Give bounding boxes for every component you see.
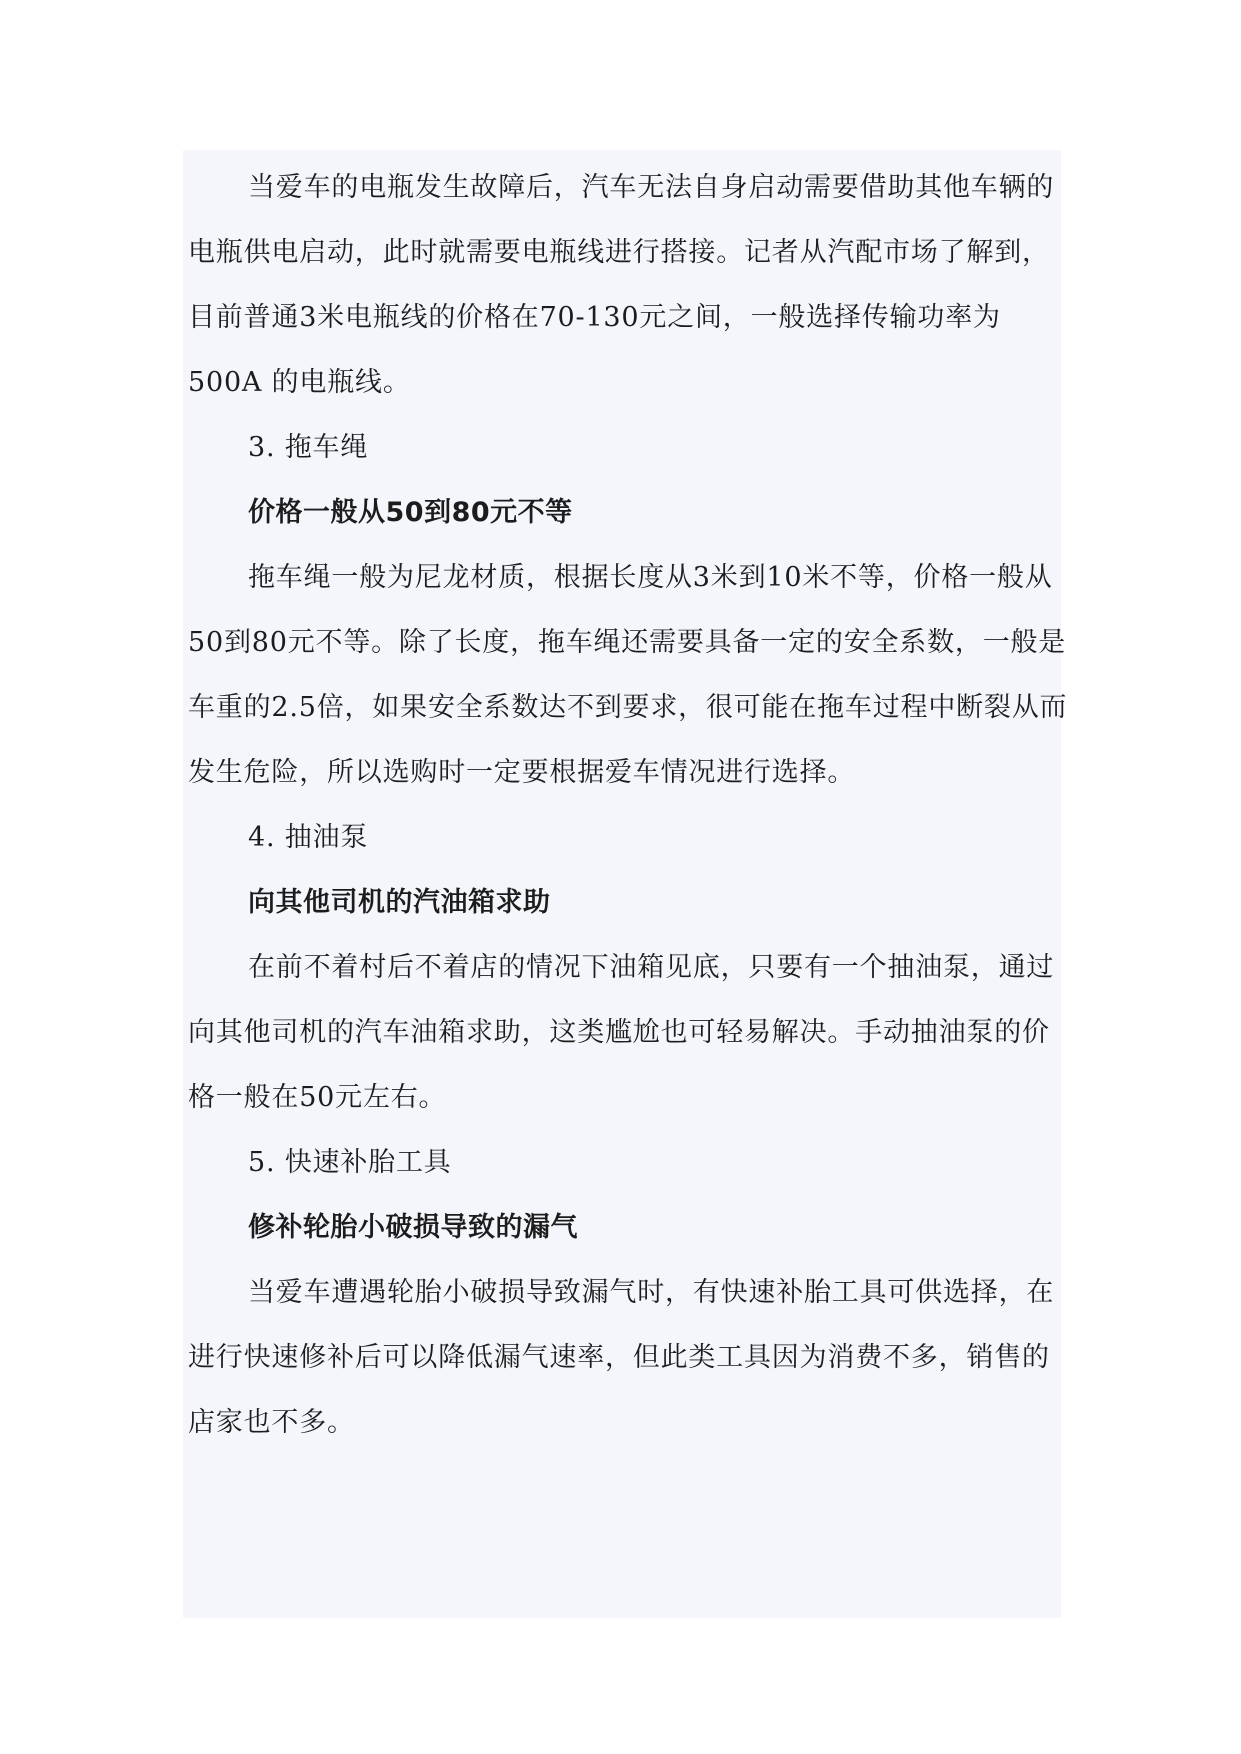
section-4-body: 在前不着村后不着店的情况下油箱见底，只要有一个抽油泵，通过向其他司机的汽车油箱求助，这类尴尬也可轻易解决。手动抽油泵的价格一般在50元左右。 bbox=[188, 952, 1055, 1113]
paragraph-battery-cable: 当爱车的电瓶发生故障后，汽车无法自身启动需要借助其他车辆的电瓶供电启动，此时就需要电瓶线进行搭接。记者从汽配市场了解到，目前普通3米电瓶线的价格在70-130元之间，一般选择传输功率为500A 的电瓶线。 bbox=[188, 172, 1055, 398]
section-3-title: 3. 拖车绳 bbox=[248, 432, 369, 463]
document-body bbox=[188, 155, 1068, 1455]
section-3-subtitle: 价格一般从50到80元不等 bbox=[248, 497, 573, 528]
section-3-body: 拖车绳一般为尼龙材质，根据长度从3米到10米不等，价格一般从50到80元不等。除了长度，拖车绳还需要具备一定的安全系数，一般是车重的2.5倍，如果安全系数达不到要求，很可能在拖车过程中断裂从而发生危险，所以选购时一定要根据爱车情况进行选择。 bbox=[188, 562, 1068, 788]
section-5-subtitle: 修补轮胎小破损导致的漏气 bbox=[248, 1212, 578, 1243]
section-5-title: 5. 快速补胎工具 bbox=[248, 1147, 452, 1178]
section-5-body: 当爱车遭遇轮胎小破损导致漏气时，有快速补胎工具可供选择，在进行快速修补后可以降低漏气速率，但此类工具因为消费不多，销售的店家也不多。 bbox=[188, 1277, 1055, 1438]
section-4-title: 4. 抽油泵 bbox=[248, 822, 369, 853]
section-4-subtitle: 向其他司机的汽油箱求助 bbox=[248, 887, 551, 918]
